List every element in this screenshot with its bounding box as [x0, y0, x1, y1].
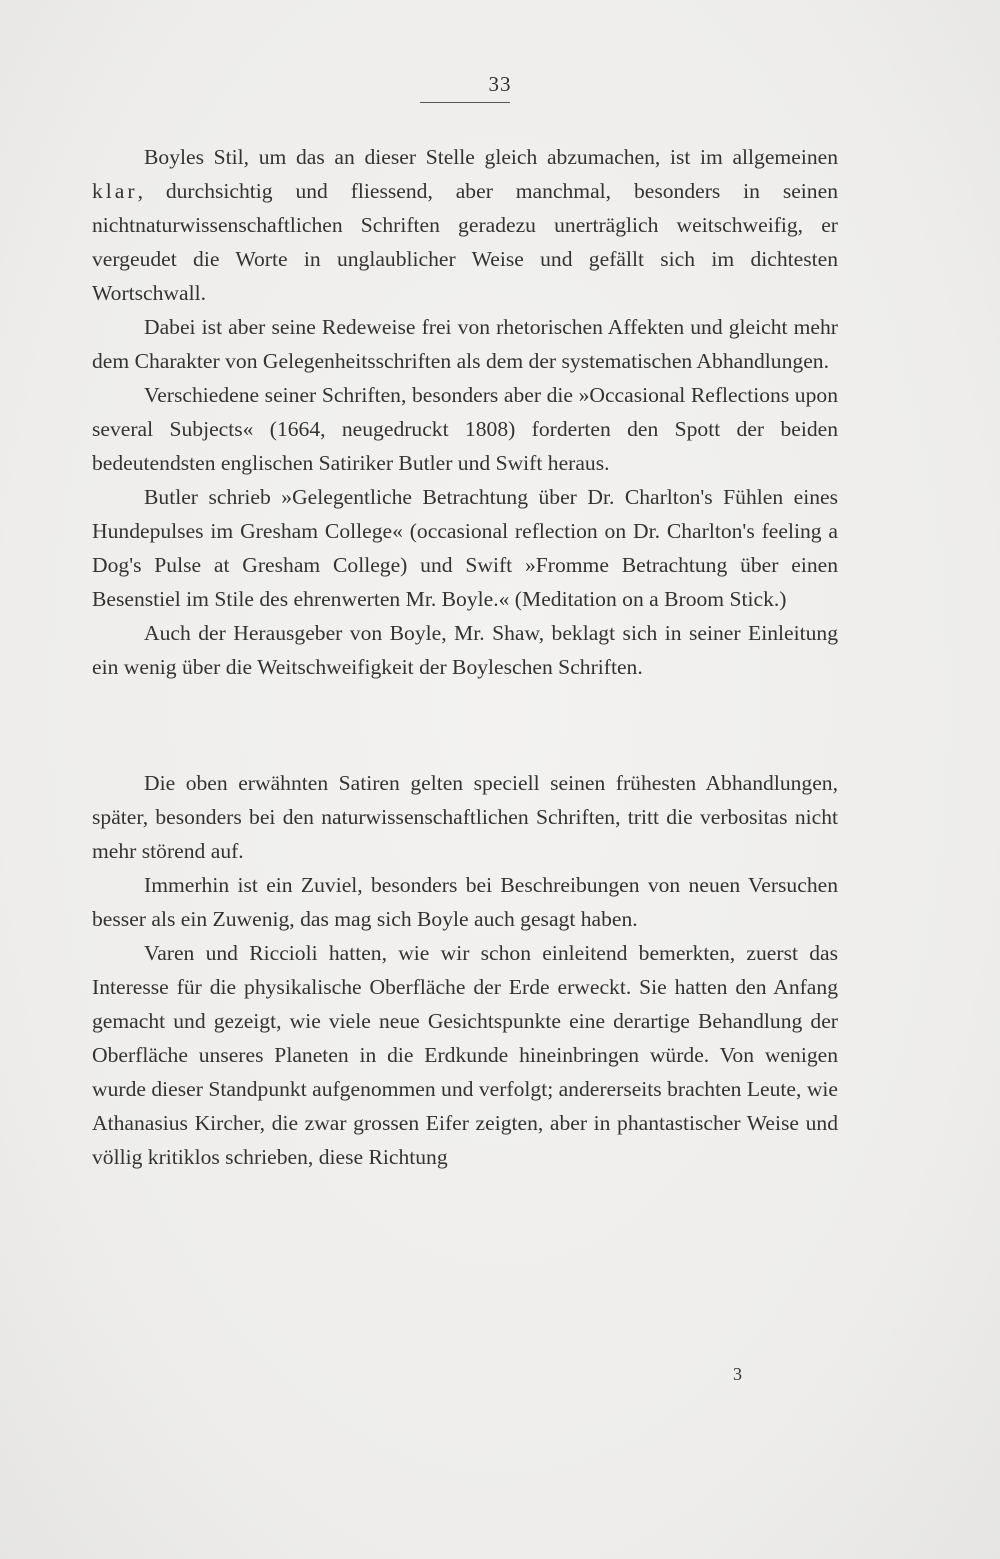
- paragraph-6: Die oben erwähnten Satiren gelten speciell seinen frühesten Abhandlungen, später, besonders bei den naturwissenschaftlichen Schriften, tritt die verbositas nicht mehr störend auf.: [92, 771, 838, 863]
- paragraph-1-after: , durchsichtig und fliessend, aber manchmal, besonders in seinen nichtnaturwissenschaftlichen Schriften geradezu unerträglich weitschweifig, er vergeudet die Worte in unglaublicher Weise und gefällt sich im dichtesten Wortschwall.: [92, 179, 838, 305]
- paragraph-2: Dabei ist aber seine Redeweise frei von rhetorischen Affekten und gleicht mehr dem Charakter von Gelegenheitsschriften als dem der systematischen Abhandlungen.: [92, 315, 838, 373]
- body-text: [92, 140, 838, 1174]
- emphasized-word: klar: [92, 179, 138, 203]
- paragraph-8: Varen und Riccioli hatten, wie wir schon einleitend bemerkten, zuerst das Interesse für die physikalische Oberfläche der Erde erweckt. Sie hatten den Anfang gemacht und gezeigt, wie viele neue Gesichtspunkte eine derartige Behandlung der Oberfläche unseres Planeten in die Erdkunde hineinbringen würde. Von wenigen wurde dieser Standpunkt aufgenommen und verfolgt; andererseits brachten Leute, wie Athanasius Kircher, die zwar grossen Eifer zeigten, aber in phantastischer Weise und völlig kritiklos schrieben, diese Richtung: [92, 941, 838, 1169]
- header-rule: [420, 102, 510, 103]
- paragraph-4: Butler schrieb »Gelegentliche Betrachtung über Dr. Charlton's Fühlen eines Hundepulses im Gresham College« (occasional reflection on Dr. Charlton's feeling a Dog's Pulse at Gresham College) und Swift »Fromme Betrachtung über einen Besenstiel im Stile des ehrenwerten Mr. Boyle.« (Meditation on a Broom Stick.): [92, 485, 838, 611]
- paragraph-7: Immerhin ist ein Zuviel, besonders bei Beschreibungen von neuen Versuchen besser als ein Zuwenig, das mag sich Boyle auch gesagt haben.: [92, 873, 838, 931]
- paragraph-1-before: Boyles Stil, um das an dieser Stelle gleich abzumachen, ist im allgemeinen: [144, 145, 838, 169]
- signature-mark: 3: [733, 1364, 742, 1384]
- paragraph-3: Verschiedene seiner Schriften, besonders aber die »Occasional Reflections upon several Subjects« (1664, neugedruckt 1808) forderten den Spott der beiden bedeutendsten englischen Satiriker Butler und Swift heraus.: [92, 383, 838, 475]
- paragraph-1: [92, 140, 838, 310]
- page-number: 33: [488, 72, 512, 96]
- section-gap: [92, 684, 838, 766]
- paragraph-5: Auch der Herausgeber von Boyle, Mr. Shaw, beklagt sich in seiner Einleitung ein wenig über die Weitschweifigkeit der Boyleschen Schriften.: [92, 621, 838, 679]
